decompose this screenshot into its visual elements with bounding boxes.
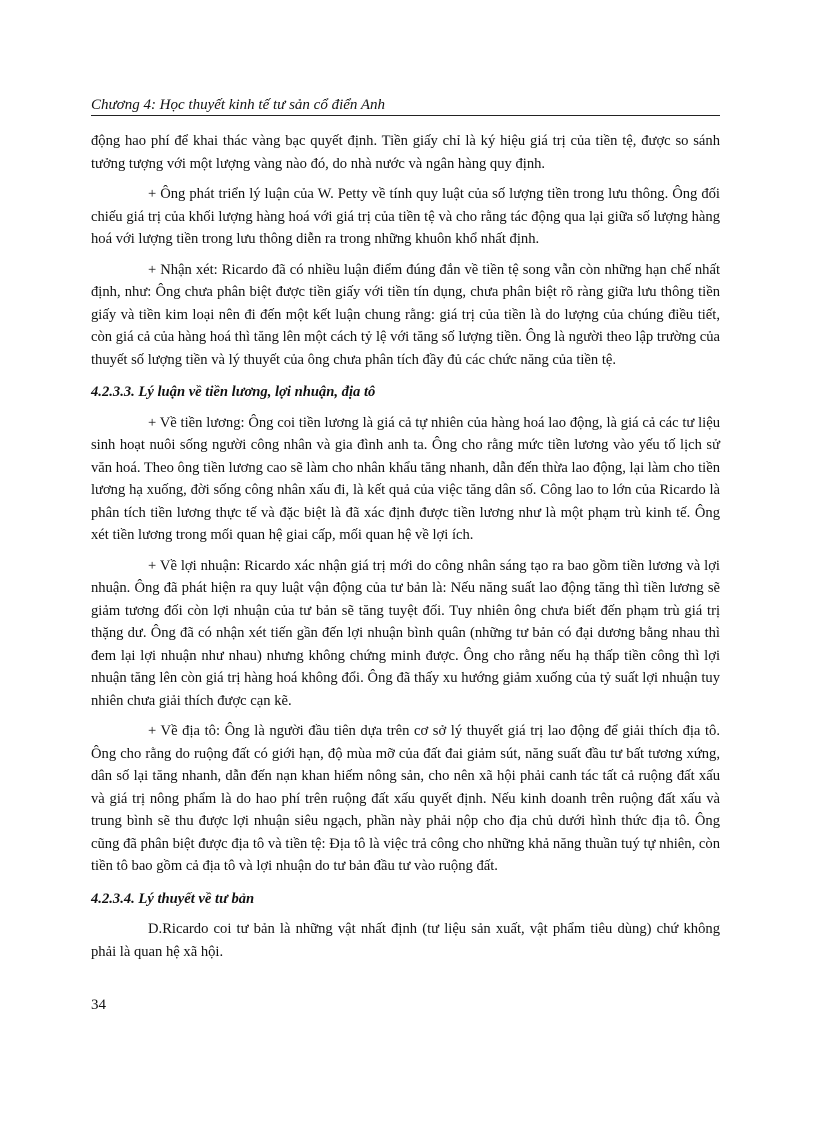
section-heading-wages-profit-rent: 4.2.3.3. Lý luận về tiền lương, lợi nhuận, địa tô <box>91 384 376 400</box>
running-header: Chương 4: Học thuyết kinh tế tư sản cổ điển Anh <box>91 96 720 116</box>
paragraph-continuation: động hao phí để khai thác vàng bạc quyết định. Tiền giấy chỉ là ký hiệu giá trị của tiền tệ, được so sánh tưởng tượng với một lượng vàng nào đó, do nhà nước và ngân hàng quy định. <box>91 133 720 172</box>
paragraph-remarks: + Nhận xét: Ricardo đã có nhiều luận điểm đúng đắn về tiền tệ song vẫn còn những hạn chế nhất định, như: Ông chưa phân biệt được tiền giấy với tiền tín dụng, chưa phân biệt rõ ràng giữa lưu thông tiền giấy và tiền kim loại nên đi đến một kết luận chung rằng: giá trị của tiền là do lượng của chúng điều tiết, còn giá cả của hàng hoá thì tăng lên một cách tỷ lệ với tăng số lượng tiền. Ông là người theo lập trường của thuyết số lượng tiền và lý thuyết của ông chưa phân tích đầy đủ các chức năng của tiền tệ. <box>91 261 720 368</box>
paragraph-capital: D.Ricardo coi tư bản là những vật nhất định (tư liệu sản xuất, vật phẩm tiêu dùng) chứ không phải là quan hệ xã hội. <box>91 921 720 960</box>
paragraph-rent: + Về địa tô: Ông là người đầu tiên dựa trên cơ sở lý thuyết giá trị lao động để giải thích địa tô. Ông cho rằng do ruộng đất có giới hạn, độ mùa mỡ của đất đai giảm sút, năng suất đầu tư bất tương xứng, dân số lại tăng nhanh, dẫn đến nạn khan hiếm nông sản, cho nên xã hội phải canh tác tất cả ruộng đất xấu và giá trị nông phẩm là do hao phí trên ruộng đất xấu quyết định. Nếu kinh doanh trên ruộng đất xấu và trung bình sẽ thu được lợi nhuận siêu ngạch, phần này phải nộp cho địa chủ dưới hình thức địa tô. Ông cũng đã phân biệt được địa tô và tiền tệ: Địa tô là việc trả công cho những khả năng thuần tuý tự nhiên, còn tiền tô bao gồm cả địa tô và lợi nhuận do tư bản đầu tư vào ruộng đất. <box>91 723 720 874</box>
section-heading-capital: 4.2.3.4. Lý thuyết về tư bản <box>91 890 255 907</box>
page-number: 34 <box>91 997 106 1013</box>
paragraph-wages: + Về tiền lương: Ông coi tiền lương là giá cả tự nhiên của hàng hoá lao động, là giá cả các tư liệu sinh hoạt nuôi sống người công nhân và gia đình anh ta. Ông cho rằng mức tiền lương vào yếu tố lịch sử văn hoá. Theo ông tiền lương cao sẽ làm cho nhân khẩu tăng nhanh, dẫn đến thừa lao động, lại làm cho tiền lương hạ xuống, đời sống công nhân xấu đi, là kết quả của việc tăng dân số. Công lao to lớn của Ricardo là phân tích tiền lương thực tế và đặc biệt là đã xác định được tiền lương như là một phạm trù kinh tế. Ông xét tiền lương trong mối quan hệ giai cấp, mối quan hệ về lợi ích. <box>91 414 720 543</box>
paragraph-profit: + Về lợi nhuận: Ricardo xác nhận giá trị mới do công nhân sáng tạo ra bao gồm tiền lương và lợi nhuận. Ông đã phát hiện ra quy luật vận động của tư bản là: Nếu năng suất lao động tăng thì tiền lương sẽ giảm tương đối còn lợi nhuận của tư bản sẽ tăng tuyệt đối. Tuy nhiên ông chưa biết đến phạm trù giá trị thặng dư. Ông đã có nhận xét tiến gần đến lợi nhuận bình quân (những tư bản có đại dương bằng nhau thì đem lại lợi nhuận như nhau) nhưng không chứng minh được. Ông cho rằng nếu hạ thấp tiền công thì lợi nhuận tăng lên còn giá trị hàng hoá không đổi. Ông đã thấy xu hướng giảm xuống của tỷ suất lợi nhuận tuy nhiên chưa giải thích được cạn kẽ. <box>91 557 720 709</box>
body-text <box>91 130 720 971</box>
paragraph-petty-theory: + Ông phát triển lý luận của W. Petty về tính quy luật của số lượng tiền trong lưu thông. Ông đối chiếu giá trị của khối lượng hàng hoá với giá trị của tiền tệ và cho rằng tác động qua lại giữa số lượng hàng hoá với lượng tiền trong lưu thông diễn ra trong những khuôn khổ nhất định. <box>91 186 720 247</box>
